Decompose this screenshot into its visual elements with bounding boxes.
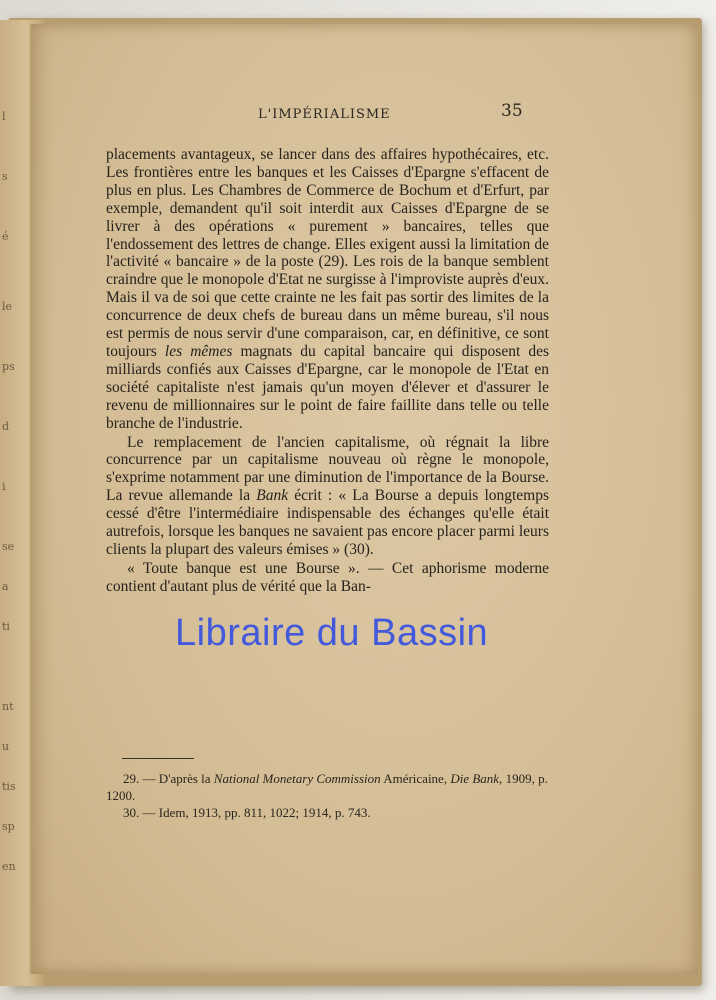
body-text: [106, 146, 549, 596]
running-head: L'IMPÉRIALISME: [258, 107, 391, 122]
paragraph-text: magnats du capital bancaire qui disposent des milliards confiés aux Caisses d'Epargne, car le monopole de l'Etat en société capitaliste n'est jamais qu'un moyen d'élever et d'assurer le revenu de millionnaires sur le point de faire faillite dans telle ou telle branche de l'industrie.: [106, 342, 550, 432]
footnote-emphasis: Die Bank,: [450, 771, 503, 786]
footnote-text: 30. — Idem, 1913, pp. 811, 1022; 1914, p. 743.: [123, 805, 371, 820]
facing-page-fragment: sp: [2, 820, 15, 833]
paragraph: [106, 560, 549, 596]
paragraph: [106, 146, 549, 433]
footnote-text: Américaine,: [383, 771, 448, 786]
emphasis-text: Bank: [256, 487, 289, 505]
facing-page-fragment: en: [2, 860, 16, 873]
paragraph-text: écrit : « La Bourse a depuis longtemps cessé d'être l'intermédiaire indispensable des échanges qu'elle était autrefois, lorsque les banques ne savaient pas encore placer parmi leurs clients la plupart des valeurs émises » (30).: [106, 487, 550, 558]
footnote-text: 1909, p. 1200.: [106, 771, 548, 803]
footnote-29: [106, 770, 549, 804]
facing-page-fragment: a: [2, 580, 9, 593]
watermark: Libraire du Bassin: [175, 612, 489, 654]
facing-page-fragment: ti: [2, 620, 10, 633]
facing-page-fragment: s: [2, 170, 8, 183]
footnote-emphasis: National Monetary Commission: [213, 771, 381, 786]
paragraph-text: « Toute banque est une Bourse ». — Cet aphorisme moderne contient d'autant plus de vérité que la Ban-: [106, 559, 549, 595]
paragraph: [106, 434, 549, 559]
footnotes: [106, 770, 549, 821]
paragraph-text: placements avantageux, se lancer dans des affaires hypothécaires, etc. Les frontières entre les banques et les Caisses d'Epargne s'effacent de plus en plus. Les Chambres de Commerce de Bochum et d'Erfurt, par exemple, demandent qu'il soit interdit aux Caisses d'Epargne de se livrer à des opérations « purement » bancaires, telles que l'endossement des lettres de change. Elles exigent aussi la limitation de l'activité « bancaire » de la poste (29). Les rois de la banque semblent craindre que le monopole d'Etat ne surgisse à l'improviste auprès d'eux. Mais il va de soi que cette crainte ne les fait pas sortir des limites de la concurrence de deux chefs de bureau dans un même bureau, s'il nous est permis de nous servir d'une comparaison, car, en définitive, ce sont toujours: [106, 146, 549, 360]
footnote-text: 29. — D'après la: [123, 771, 211, 786]
facing-page-fragment: i: [2, 480, 6, 493]
footnote-30: [106, 804, 549, 821]
facing-page-fragment: tis: [2, 780, 16, 793]
facing-page-fragment: nt: [2, 700, 14, 713]
facing-page-fragment: le: [2, 300, 13, 313]
emphasis-text: les mêmes: [164, 342, 233, 360]
footnote-divider: [122, 758, 194, 759]
paragraph-text: Le remplacement de l'ancien capitalisme, où régnait la libre concurrence par un capitalisme nouveau où règne le monopole, s'exprime notamment par une diminution de l'importance de la Bourse. La revue allemande la: [106, 433, 549, 505]
facing-page-fragment: é: [2, 230, 9, 243]
facing-page-fragment: l: [2, 110, 6, 123]
facing-page-fragment: u: [2, 740, 10, 753]
facing-page-fragment: ps: [2, 360, 15, 373]
page-number: 35: [501, 101, 523, 121]
facing-page-fragment: d: [2, 420, 10, 433]
facing-page-fragment: se: [2, 540, 15, 553]
